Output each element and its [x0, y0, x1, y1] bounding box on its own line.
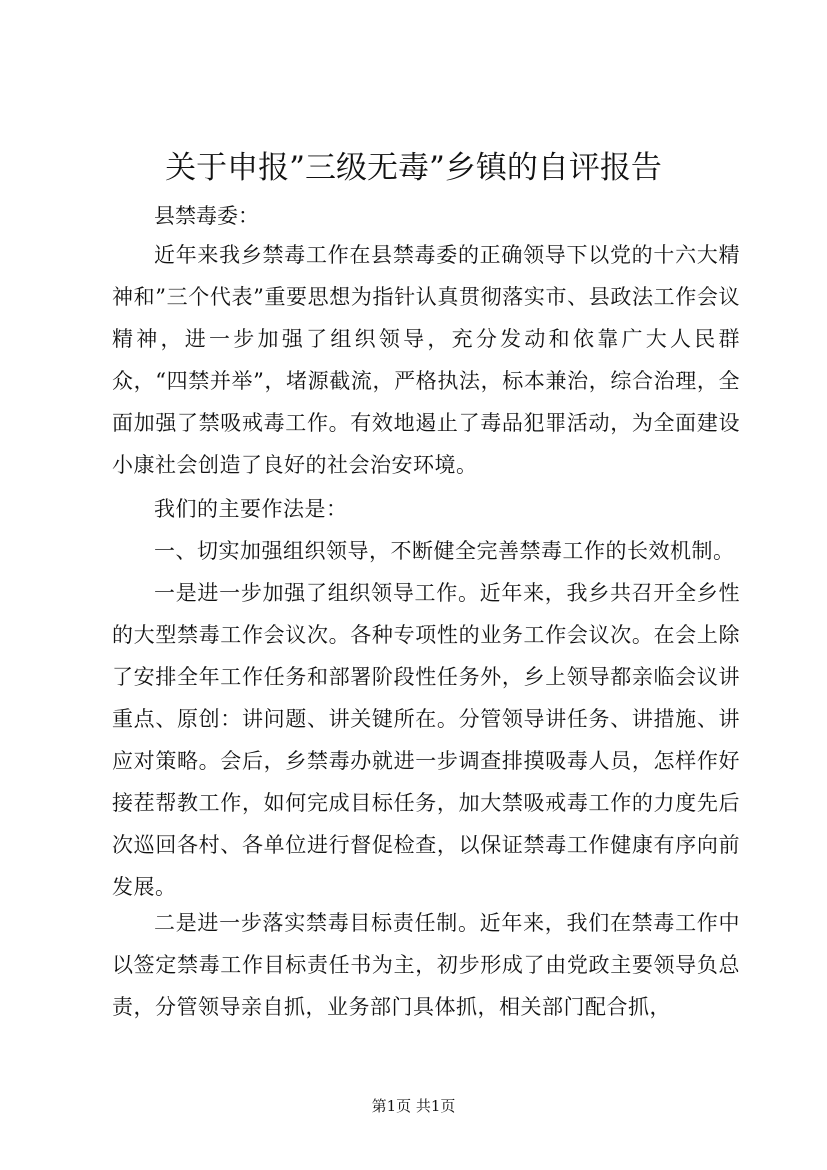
paragraph-methods-heading: 我们的主要作法是： [154, 497, 348, 521]
page-footer: 第1页 共1页 [371, 1097, 456, 1115]
paragraph-responsibility: 二是进一步落实禁毒目标责任制。近年来，我们在禁毒工作中以签定禁毒工作目标责任书为主，初步形成了由党政主要领导负总责，分管领导亲自抓，业务部门具体抓，相关部门配合抓， [112, 911, 740, 1019]
paragraph-intro: 近年来我乡禁毒工作在县禁毒委的正确领导下以党的十六大精神和”三个代表”重要思想为指针认真贯彻落实市、县政法工作会议精神，进一步加强了组织领导，充分发动和依靠广大人民群众，“四禁并举”，堵源截流，严格执法，标本兼治，综合治理，全面加强了禁吸戒毒工作。有效地遏止了毒品犯罪活动，为全面建设小康社会创造了良好的社会治安环境。 [112, 243, 740, 477]
document-title: 关于申报”三级无毒”乡镇的自评报告 [165, 150, 662, 186]
salutation: 县禁毒委： [154, 204, 259, 228]
paragraph-section-one-heading: 一、切实加强组织领导，不断健全完善禁毒工作的长效机制。 [154, 539, 735, 563]
paragraph-organization: 一是进一步加强了组织领导工作。近年来，我乡共召开全乡性的大型禁毒工作会议次。各种专项性的业务工作会议次。在会上除了安排全年工作任务和部署阶段性任务外，乡上领导都亲临会议讲重点、原创：讲问题、讲关键所在。分管领导讲任务、讲措施、讲应对策略。会后，乡禁毒办就进一步调查排摸吸毒人员，怎样作好接茬帮教工作，如何完成目标任务，加大禁吸戒毒工作的力度先后次巡回各村、各单位进行督促检查，以保证禁毒工作健康有序向前发展。 [112, 581, 740, 899]
